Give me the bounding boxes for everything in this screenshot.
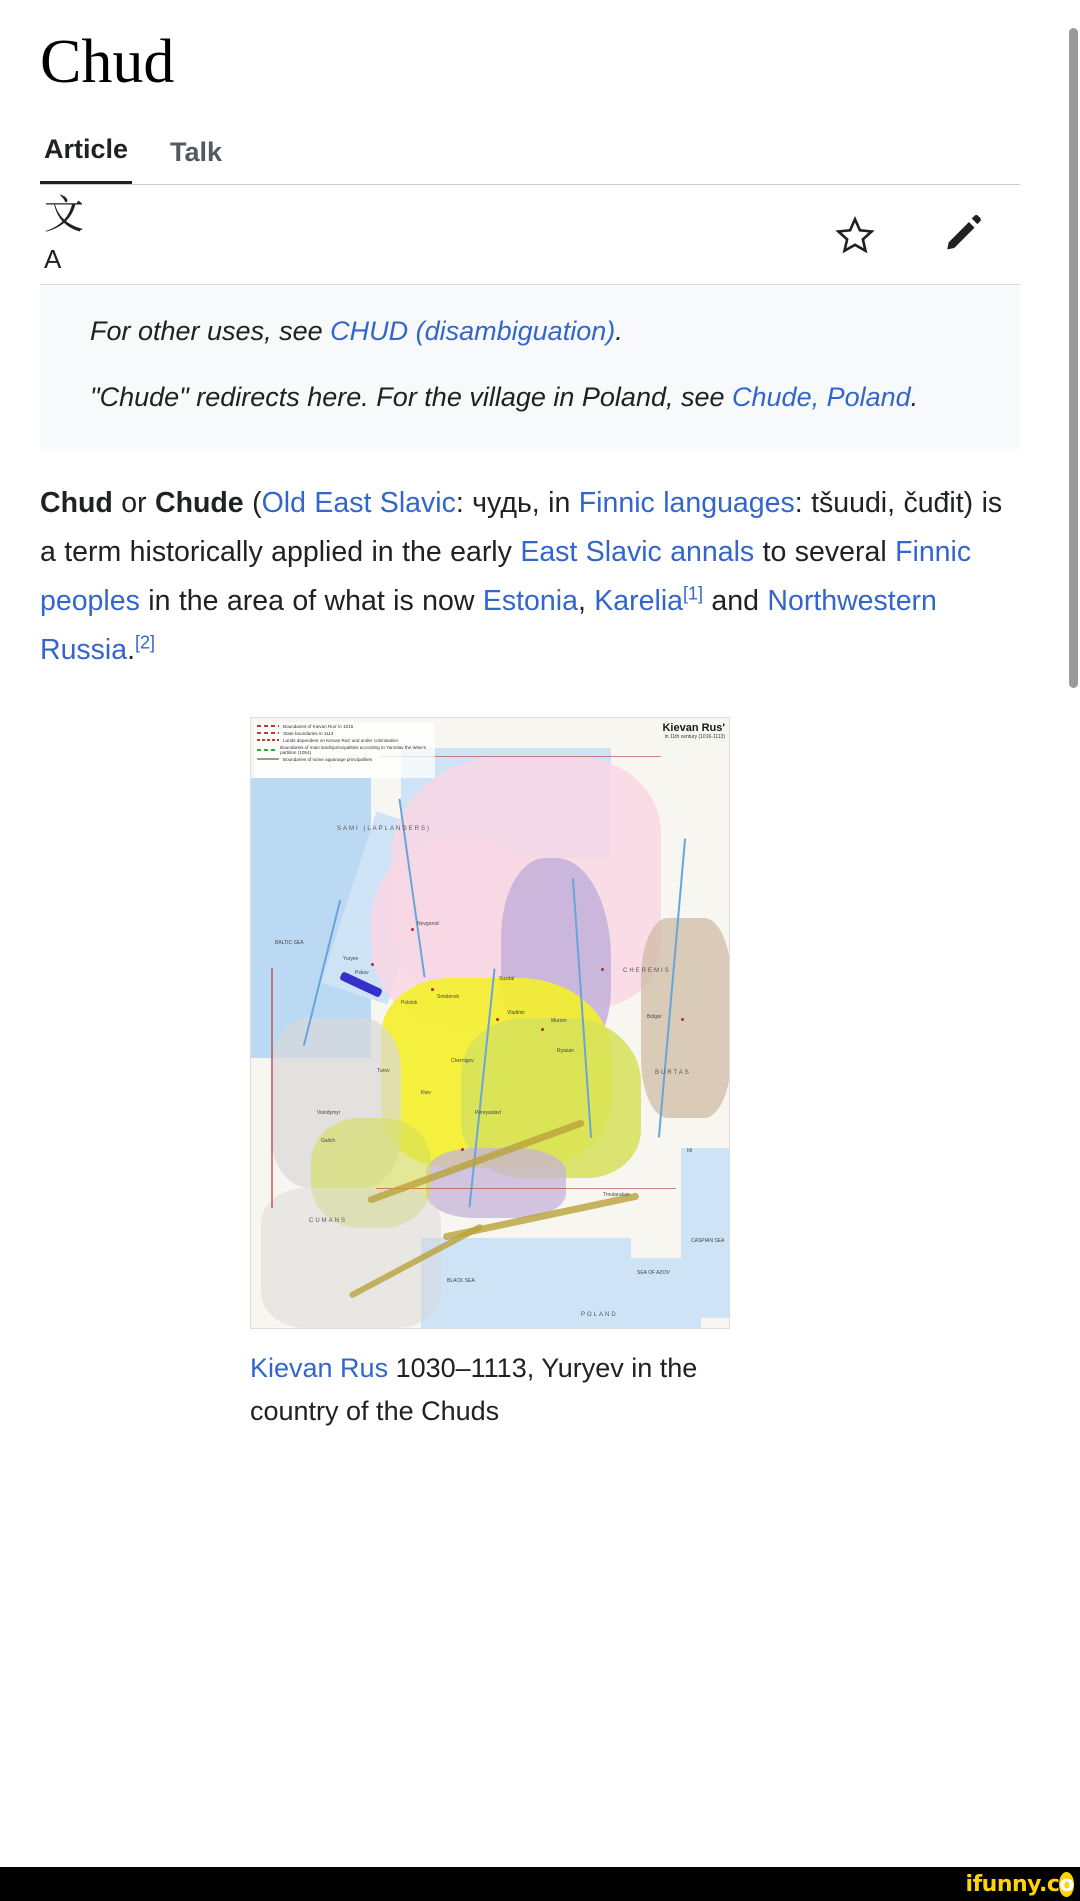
link-old-east-slavic[interactable]: Old East Slavic [261,486,456,519]
figure-kievan-rus [40,717,1020,1433]
legend-item-2: State boundaries in 1113 [283,730,334,736]
lead-paragraph [40,479,1020,675]
lead-t4: to several [754,535,896,568]
caption-text: 1030–1113, Yuryev in the country of the Chuds [250,1352,698,1427]
map-label-burtas: BURTAS [655,1069,691,1076]
legend-item-3: Lands dependent on Kievan Rus' and under colonisation [283,737,399,743]
map-label-suzdal: Suzdal [499,975,515,982]
map-label-cheremis: CHEREMIS [623,967,671,974]
watermark-text: ifunny.c [965,1872,1060,1897]
reference-2[interactable]: [2] [135,632,156,653]
map-label-black-sea: BLACK SEA [447,1277,475,1284]
map-label-murom: Murom [551,1017,567,1024]
link-estonia[interactable]: Estonia [482,584,578,617]
article-toolbar [40,185,1020,285]
map-label-bolgar: Bolgar [647,1013,662,1020]
article-page [0,28,1080,1901]
map-label-sea-of-azov: SEA OF AZOV [637,1269,670,1276]
tab-article[interactable]: Article [40,134,132,184]
map-image[interactable] [250,717,730,1329]
lead-t3: : tšuudi, čuđit) is a term historically applied in the early [40,486,1003,568]
link-east-slavic-annals[interactable]: East Slavic annals [520,535,755,568]
lead-t7: and [703,584,768,617]
tab-talk[interactable]: Talk [170,137,223,168]
map-label-volodymyr: Volodymyr [317,1109,341,1116]
map-subtitle: in 11th century (1016-1113) [664,733,725,740]
map-label-yuryev: Yuryev [343,955,359,962]
legend-item-4: Boundaries of main lands/principalities according to Yaroslav the Wise's partition (1054) [280,744,426,755]
star-icon[interactable] [832,212,878,258]
lead-term-1: Chud [40,486,113,519]
hatnote-2-prefix: "Chude" redirects here. For the village in Poland, see [90,382,733,413]
map-label-turov: Turov [377,1067,390,1074]
lead-t6: , [577,584,595,617]
map-title: Kievan Rus' [662,721,725,734]
map-title-box [662,722,725,740]
lead-term-2: Chude [155,486,244,519]
pencil-icon[interactable] [940,212,986,258]
lead-or: or [112,486,155,519]
bottom-bar [0,1867,1080,1901]
legend-item-5: Boundaries of some appanage principalities [283,756,373,762]
map-label-poland: POLAND [581,1311,618,1318]
link-karelia[interactable]: Karelia [594,584,683,617]
hatnote-1-prefix: For other uses, see [90,316,331,347]
map-label-kiev: Kiev [421,1089,431,1096]
map-label-novgorod: Novgorod [417,920,439,927]
scrollbar-thumb[interactable] [1069,28,1078,688]
hatnote-1-link[interactable]: CHUD (disambiguation) [330,316,616,347]
link-northwestern-russia[interactable]: Northwestern Russia [40,584,937,666]
map-label-smolensk: Smolensk [437,993,459,1000]
lead-t1: ( [243,486,262,519]
map-label-vladimir: Vladimir [507,1009,526,1016]
link-finnic-peoples[interactable]: Finnic peoples [40,535,972,617]
map-label-pereyaslavl: Pereyaslavl [475,1109,501,1116]
map-label-sami: SAMI (LAPLANDERS) [337,825,432,832]
map-label-polotsk: Polotsk [401,999,418,1006]
lead-t2: : чудь, in [455,486,579,519]
ifunny-watermark [966,1872,1074,1897]
link-finnic-languages[interactable]: Finnic languages [578,486,795,519]
page-scrollbar[interactable] [1066,28,1080,1867]
hatnote-1 [90,311,970,353]
lead-t5: in the area of what is now [139,584,483,617]
watermark-suffix: o [1059,1872,1074,1897]
map-label-chernigov: Chernigov [451,1057,474,1064]
hatnote-2-suffix: . [910,382,919,413]
map-label-pskov: Pskov [355,969,369,976]
map-label-tmutarakan: Tmutarakan [603,1191,630,1198]
article-content [0,28,1060,1433]
map-legend [255,722,435,778]
hatnote-box [40,285,1020,449]
hatnote-2-link[interactable]: Chude, Poland [732,382,911,413]
toolbar-actions [832,212,1016,258]
hatnote-1-suffix: . [615,316,623,347]
lead-t8: . [127,633,136,666]
language-icon[interactable]: 文A [44,192,81,274]
map-label-itil: Itil [687,1147,692,1154]
hatnote-2 [90,377,970,419]
map-label-galich: Galich [321,1137,336,1144]
page-title: Chud [40,28,175,96]
legend-item-1: Boundaries of Kievan Rus' in 1015 [283,723,354,729]
article-tabs [40,134,1020,185]
caption-link-kievan-rus[interactable]: Kievan Rus [250,1352,389,1383]
map-label-ryazan: Ryazan [557,1047,574,1054]
map-label-cumans: CUMANS [309,1217,348,1224]
map-label-caspian-sea: CASPIAN SEA [691,1237,725,1244]
figure-caption [250,1347,720,1433]
reference-1[interactable]: [1] [683,583,704,604]
map-label-baltic-sea: BALTIC SEA [275,939,304,946]
